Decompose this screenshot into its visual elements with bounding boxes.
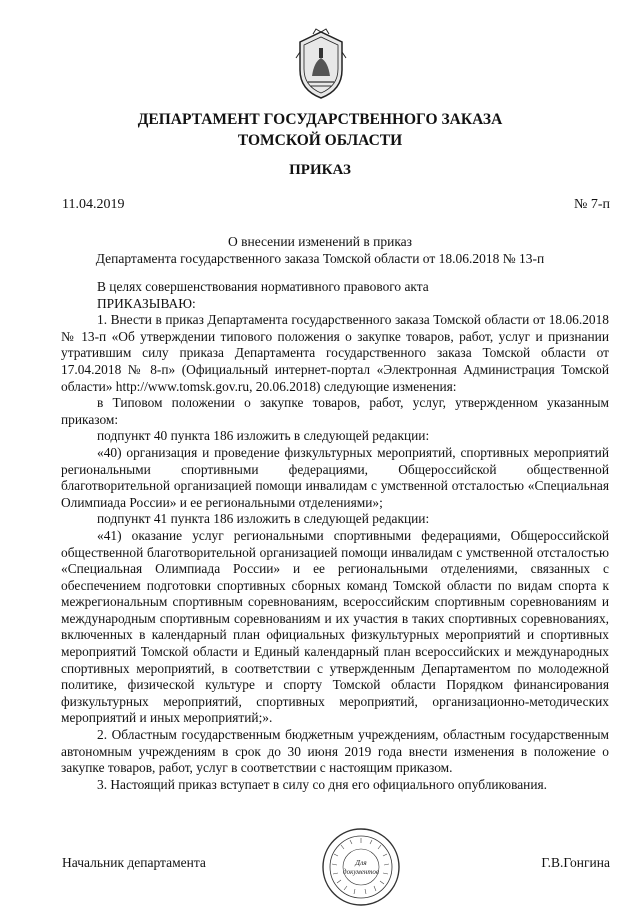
paragraph-order: ПРИКАЗЫВАЮ: — [97, 295, 196, 311]
paragraph-typical-regulation: в Типовом положении о закупке товаров, работ, услуг, утвержденном указанным приказом: — [61, 395, 609, 427]
paragraph-preamble: В целях совершенствования нормативного правового акта — [97, 279, 429, 294]
paragraph-item-3: 3. Настоящий приказ вступает в силу со дня его официального опубликования. — [97, 776, 547, 792]
paragraph-subitem-40: «40) организация и проведение физкультурных мероприятий, спортивных мероприятий региональными спортивными федерациями, Общероссийской общественной благотворительной организацией помощи инвалидам с умственной отсталостью «Специальная Олимпиада России» и ее региональными отделениями»; — [61, 444, 609, 510]
coat-of-arms-icon — [290, 28, 352, 100]
order-date: 11.04.2019 — [62, 197, 125, 212]
subject-line2: Департамента государственного заказа Томской области от 18.06.2018 № 13-п — [95, 251, 545, 266]
paragraph-subitem-41: «41) оказание услуг региональными спортивными федерациями, Общероссийской общественной благотворительной организацией помощи инвалидам с умственной отсталостью «Специальная Олимпиада России» и ее региональными отделениями, связанных с обеспечением подготовки спортивных сборных команд Томской области по видам спорта к межрегиональным спортивным соревнованиям, всероссийским спортивным соревнованиям и международным спортивным соревнованиям и их участия в таких спортивных соревнованиях, включенных в календарный план официальных физкультурных мероприятий и спортивных мероприятий Томской области и Единый календарный план всероссийских и международных спортивных мероприятий, в соответствии с утвержденным Департаментом по молодежной политике, физической культуре и спорту Томской области Порядком финансирования физкультурных мероприятий, спортивных мероприятий, организационно-методических мероприятий и иных мероприятий;». — [61, 527, 609, 726]
paragraph-item-1: 1. Внести в приказ Департамента государственного заказа Томской области от 18.06.2018 № 13-п «Об утверждении типового положения о закупке товаров, работ, услуг и признании утратившим силу приказа Департамента государственного заказа Томской области от 17.04.2018 № 8-п» (Официальный интернет-портал «Электронная Администрация Томской области» http://www.tomsk.gov.ru, 20.06.2018) следующие изменения: — [61, 312, 609, 394]
stamp-seal-icon — [320, 826, 402, 908]
subject-line1: О внесении изменений в приказ — [227, 234, 413, 249]
signature-position: Начальник департамента — [62, 855, 206, 870]
paragraph-subitem-41-intro: подпункт 41 пункта 186 изложить в следующей редакции: — [97, 511, 430, 527]
paragraph-subitem-40-intro: подпункт 40 пункта 186 изложить в следующей редакции: — [97, 428, 430, 444]
order-body — [61, 279, 609, 793]
stamp-text-line1: Для — [355, 858, 367, 867]
department-title-line1: ДЕПАРТАМЕНТ ГОСУДАРСТВЕННОГО ЗАКАЗА — [137, 111, 503, 128]
signature-name: Г.В.Гонгина — [541, 855, 610, 870]
paragraph-item-2: 2. Областным государственным бюджетным учреждениям, областным государственным автономным учреждениям в срок до 30 июня 2019 года внести изменения в положение о закупке товаров, работ, услуг в соответствии с настоящим приказом. — [61, 727, 609, 776]
stamp-text-line2: документов — [343, 868, 379, 876]
department-title-line2: ТОМСКОЙ ОБЛАСТИ — [237, 132, 403, 149]
order-title: ПРИКАЗ — [289, 162, 351, 178]
order-number: № 7-п — [573, 197, 610, 212]
